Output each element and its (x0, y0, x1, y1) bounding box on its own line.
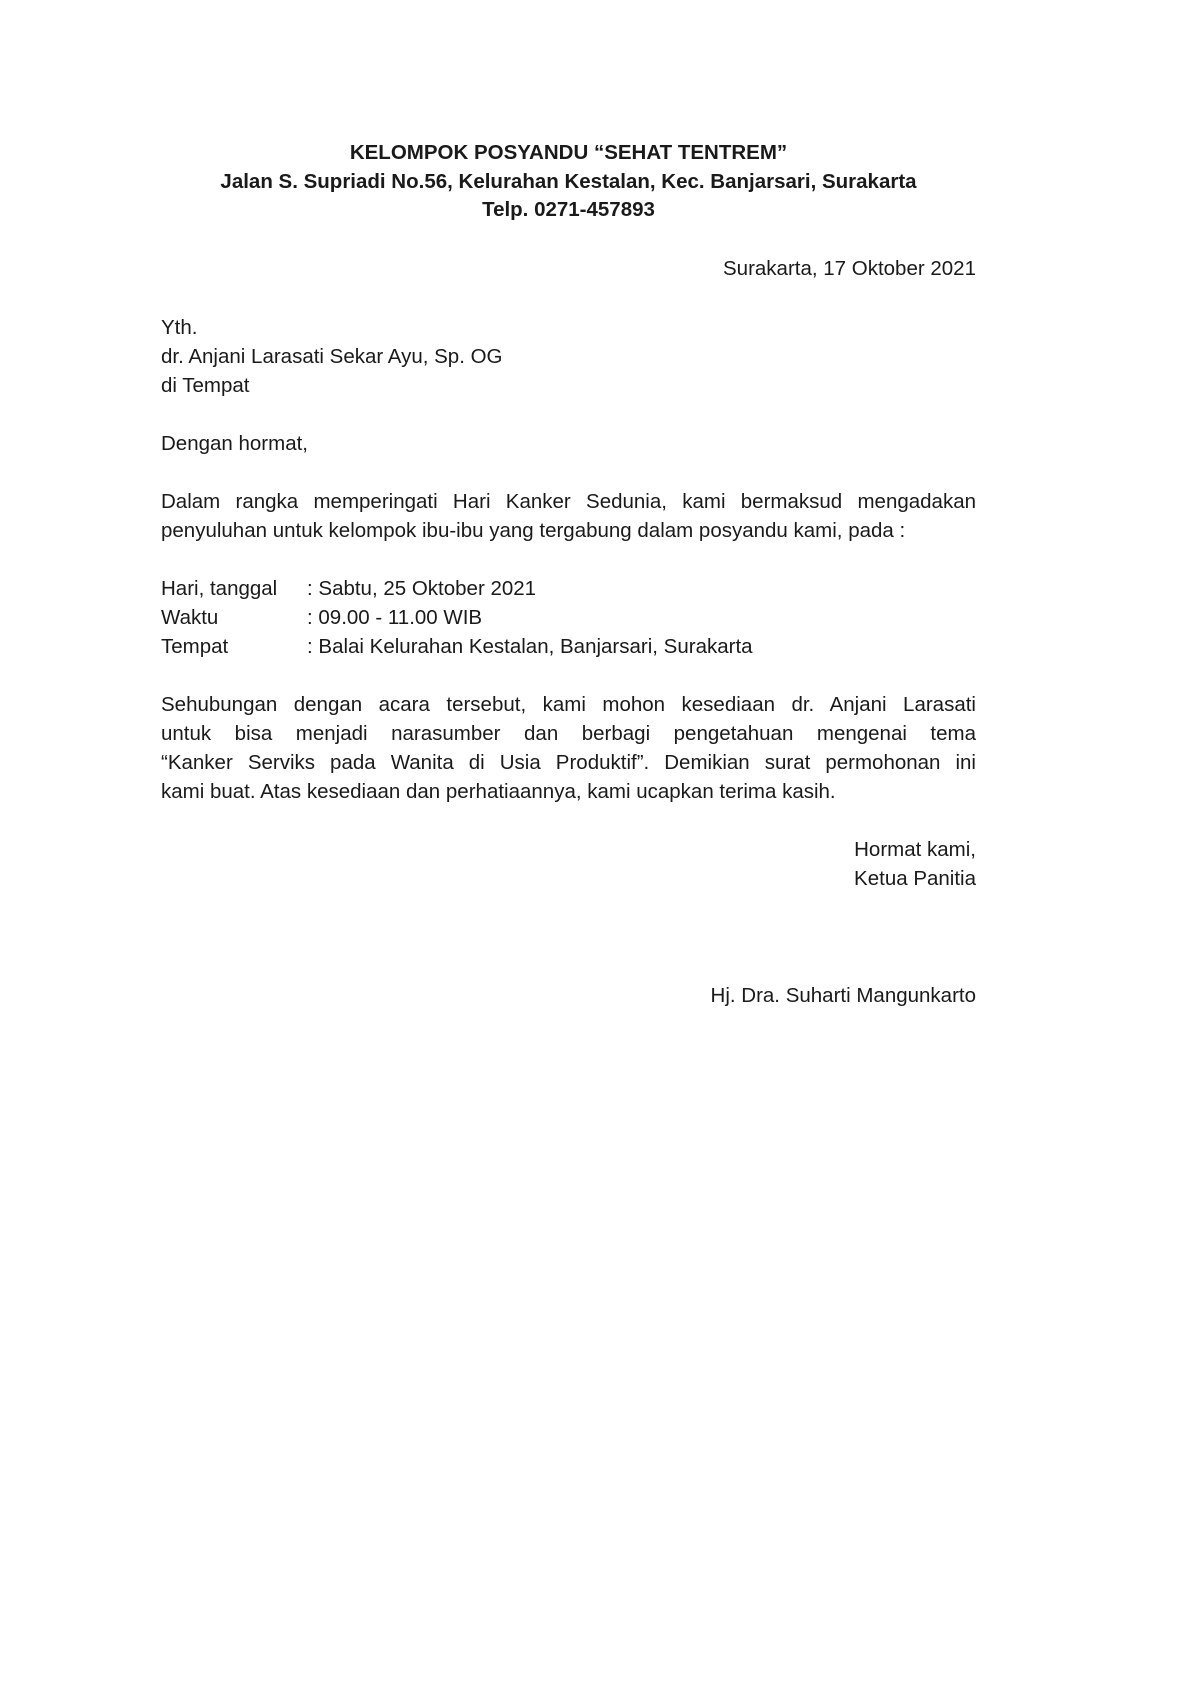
closing-block (161, 835, 976, 893)
recipient-block (161, 313, 976, 400)
detail-value-time: : 09.00 - 11.00 WIB (307, 605, 483, 629)
event-detail-row (161, 574, 976, 603)
detail-value-place: : Balai Kelurahan Kestalan, Banjarsari, Surakarta (307, 634, 753, 658)
closing-position: Ketua Panitia (854, 866, 976, 890)
letter-date: Surakarta, 17 Oktober 2021 (723, 256, 976, 280)
recipient-name: dr. Anjani Larasati Sekar Ayu, Sp. OG (161, 344, 503, 368)
intro-paragraph (161, 487, 976, 545)
signer-name: Hj. Dra. Suharti Mangunkarto (710, 983, 976, 1007)
recipient-salutation: Yth. (161, 315, 198, 339)
greeting: Dengan hormat, (161, 431, 309, 455)
organization-phone: Telp. 0271-457893 (482, 198, 655, 221)
body-line: kami buat. Atas kesediaan dan perhatiaannya, kami ucapkan terima kasih. (161, 779, 836, 803)
detail-label-time: Waktu (161, 605, 219, 629)
event-detail-row (161, 632, 976, 661)
closing-regards: Hormat kami, (854, 837, 976, 861)
organization-address: Jalan S. Supriadi No.56, Kelurahan Kestalan, Kec. Banjarsari, Surakarta (220, 169, 917, 193)
body-paragraph (161, 690, 976, 806)
organization-name: KELOMPOK POSYANDU “SEHAT TENTREM” (349, 141, 788, 164)
intro-line: penyuluhan untuk kelompok ibu-ibu yang tergabung dalam posyandu kami, pada : (161, 518, 906, 542)
body-line: untuk bisa menjadi narasumber dan berbagi pengetahuan mengenai tema (161, 721, 976, 745)
event-detail-row (161, 603, 976, 632)
recipient-place: di Tempat (161, 373, 250, 397)
body-line: “Kanker Serviks pada Wanita di Usia Produktif”. Demikian surat permohonan ini (161, 750, 976, 774)
letterhead (161, 139, 976, 225)
intro-line: Dalam rangka memperingati Hari Kanker Sedunia, kami bermaksud mengadakan (161, 489, 976, 513)
body-line: Sehubungan dengan acara tersebut, kami mohon kesediaan dr. Anjani Larasati (161, 692, 976, 716)
detail-label-date: Hari, tanggal (161, 576, 278, 600)
letter-content (161, 139, 976, 1010)
event-details (161, 574, 976, 661)
detail-value-date: : Sabtu, 25 Oktober 2021 (307, 576, 537, 600)
detail-label-place: Tempat (161, 634, 229, 658)
